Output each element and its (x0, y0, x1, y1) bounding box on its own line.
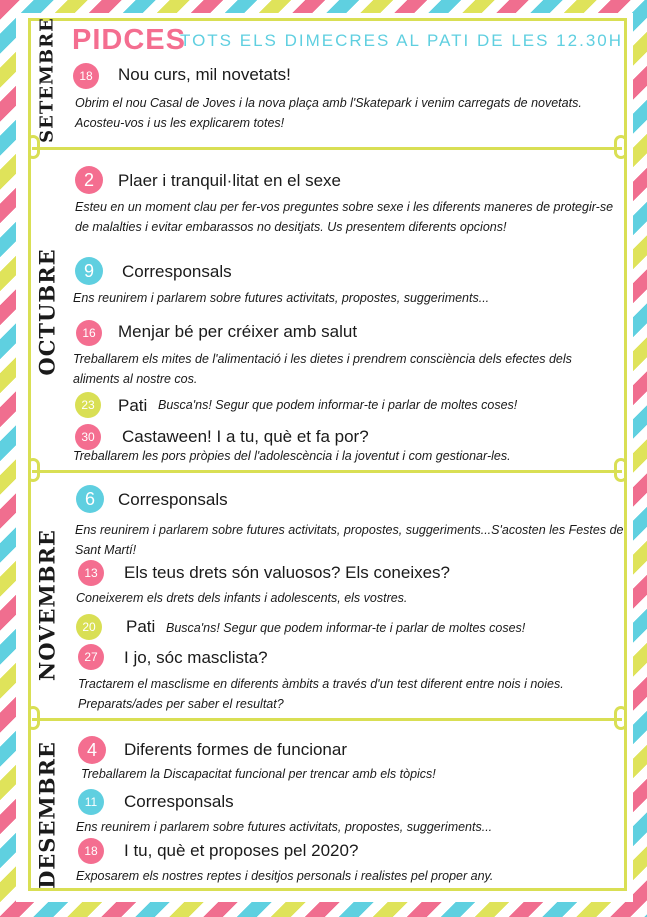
date-badge: 30 (75, 424, 101, 450)
event-title: Menjar bé per créixer amb salut (118, 322, 358, 341)
event-description: Exposarem els nostres reptes i desitjos personals i realistes pel proper any. (76, 869, 494, 883)
date-badge: 6 (76, 485, 104, 513)
event-description: Treballarem les pors pròpies del l'adolescència i la joventut i com gestionar-les. (73, 449, 511, 463)
month-separator (32, 718, 622, 721)
month-label-desembre: DESEMBRE (34, 741, 60, 889)
month-label-novembre: NOVEMBRE (34, 529, 60, 681)
event-title: I jo, sóc masclista? (124, 648, 268, 667)
event-description: Ens reunirem i parlarem sobre futures activitats, propostes, suggeriments... (76, 820, 493, 834)
event-description: Tractarem el masclisme en diferents àmbits a través d'un test diferent entre nois i noies. Preparats/ades per saber el resultat? (78, 677, 564, 711)
event-description: Ens reunirem i parlarem sobre futures activitats, propostes, suggeriments...S'acosten les Festes de Sant Martí! (75, 523, 624, 557)
event-title: Pati (118, 396, 148, 415)
date-badge: 13 (78, 560, 104, 586)
event-description: Coneixerem els drets dels infants i adolescents, els vostres. (76, 591, 408, 605)
page-subtitle: TOTS ELS DIMECRES AL PATI DE LES 12.30H (180, 31, 624, 50)
date-badge: 23 (75, 392, 101, 418)
event-title: Diferents formes de funcionar (124, 740, 347, 759)
event-description: Esteu en un moment clau per fer-vos preguntes sobre sexe i les diferents maneres de protegir-se de malalties i evitar embarassos no desitjats. Us presentem diferents opcions! (75, 200, 614, 234)
event-title: Castaween! I a tu, què et fa por? (122, 427, 369, 446)
month-label-setembre: SETEMBRE (36, 17, 58, 143)
event-title: Nou curs, mil novetats! (118, 65, 291, 84)
event-description: Obrim el nou Casal de Joves i la nova plaça amb l'Skatepark i venim carregats de novetats. Acosteu-vos i us les explicarem totes! (75, 96, 582, 130)
date-badge: 18 (78, 838, 104, 864)
event-title: Corresponsals (124, 792, 234, 811)
date-badge: 27 (78, 644, 104, 670)
event-description: Busca'ns! Segur que podem informar-te i parlar de moltes coses! (158, 398, 518, 412)
date-badge: 2 (75, 166, 103, 194)
date-badge: 20 (76, 614, 102, 640)
date-badge: 9 (75, 257, 103, 285)
date-badge: 16 (76, 320, 102, 346)
event-title: Corresponsals (122, 262, 232, 281)
event-description: Busca'ns! Segur que podem informar-te i parlar de moltes coses! (166, 621, 526, 635)
event-title: I tu, què et proposes pel 2020? (124, 841, 359, 860)
month-label-octubre: OCTUBRE (34, 248, 60, 376)
event-title: Pati (126, 617, 156, 636)
date-badge: 18 (73, 63, 99, 89)
date-badge: 11 (78, 789, 104, 815)
event-title: Plaer i tranquil·litat en el sexe (118, 171, 342, 190)
event-title: Corresponsals (118, 490, 228, 509)
event-description: Ens reunirem i parlarem sobre futures activitats, propostes, suggeriments... (73, 291, 490, 305)
event-title: Els teus drets són valuosos? Els coneixes? (124, 563, 451, 582)
month-separator (32, 470, 622, 473)
page-title: PIDCES (72, 24, 186, 56)
date-badge: 4 (78, 736, 106, 764)
month-separator (32, 147, 622, 150)
event-description: Treballarem la Discapacitat funcional per trencar amb els tòpics! (81, 767, 436, 781)
event-description: Treballarem els mites de l'alimentació i les dietes i prendrem consciència dels efectes dels aliments al nostre cos. (73, 352, 572, 386)
